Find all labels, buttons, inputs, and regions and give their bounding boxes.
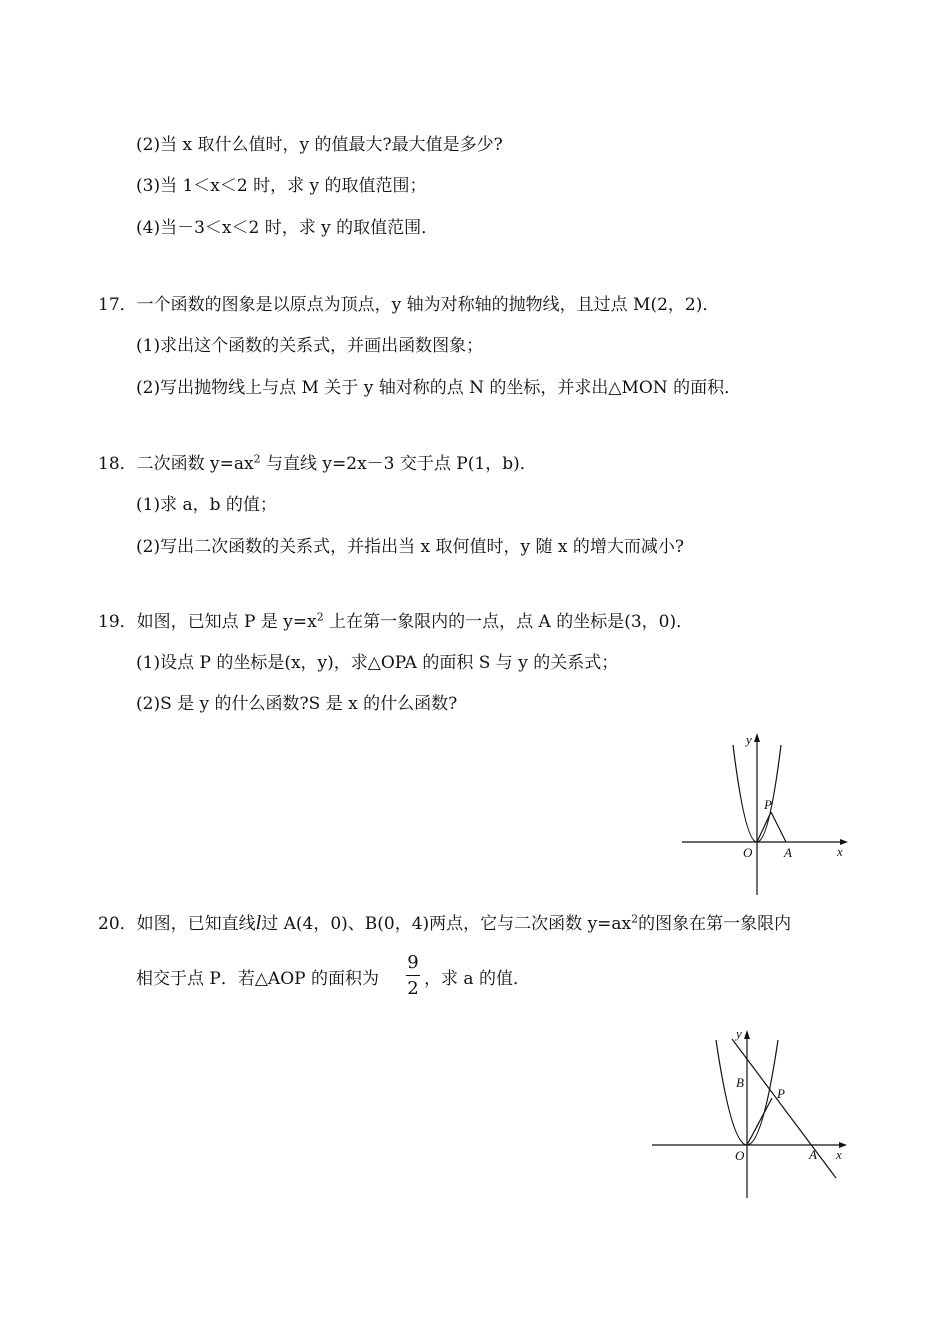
fraction-nine-halves (406, 952, 420, 999)
origin-label: O (743, 845, 753, 860)
q19-number: 19． (98, 612, 137, 632)
q18-stem (98, 452, 537, 476)
x-axis-label: x (837, 844, 843, 859)
y-axis-arrow (744, 1030, 750, 1039)
q20-line2-a: 相交于点 P．若△AOP 的面积为 (136, 969, 379, 989)
q20-text-c: 的图象在第一象限内 (638, 914, 792, 934)
origin-label: O (735, 1148, 745, 1163)
point-b-label: B (736, 1075, 744, 1090)
q18-text-b: 与直线 y=2x－3 交于点 P(1，b)． (260, 454, 537, 474)
q18-text-a: 二次函数 y=ax (136, 454, 254, 474)
q20-superscript: 2 (631, 912, 639, 926)
q18-part2: (2)写出二次函数的关系式，并指出当 x 取何值时，y 随 x 的增大而减小? (136, 537, 684, 557)
q17-text: 一个函数的图象是以原点为顶点，y 轴为对称轴的抛物线，且过点 M(2，2)． (136, 295, 720, 315)
q20-line-symbol: l (255, 912, 262, 934)
q19-text-b: 上在第一象限内的一点，点 A 的坐标是(3，0)． (323, 612, 694, 632)
q20-number: 20． (98, 914, 137, 934)
q16-part4: (4)当－3＜x＜2 时，求 y 的取值范围． (136, 218, 439, 238)
q18-superscript: 2 (253, 452, 261, 466)
q17-number: 17． (98, 295, 137, 315)
q17-part2: (2)写出抛物线上与点 M 关于 y 轴对称的点 N 的坐标，并求出△MON 的面积． (136, 378, 742, 398)
q18-number: 18． (98, 454, 137, 474)
q19-part2: (2)S 是 y 的什么函数?S 是 x 的什么函数? (136, 694, 458, 714)
q16-part3: (3)当 1＜x＜2 时，求 y 的取值范围； (136, 176, 427, 196)
q20-text-a: 如图，已知直线 (136, 914, 256, 934)
y-axis-label: y (736, 1026, 742, 1041)
q20-figure (650, 1025, 850, 1200)
q20-line2-b: ，求 a 的值． (424, 969, 530, 989)
point-a-label: A (809, 1147, 817, 1162)
fraction-bar (406, 975, 420, 976)
q19-part1: (1)设点 P 的坐标是(x，y)，求△OPA 的面积 S 与 y 的关系式； (136, 653, 619, 673)
segment-op (757, 812, 771, 842)
q16-part2: (2)当 x 取什么值时，y 的值最大?最大值是多少? (136, 135, 503, 155)
x-axis-label: x (836, 1147, 842, 1162)
q19-superscript: 2 (316, 610, 324, 624)
segment-pa (771, 812, 786, 842)
q19-text-a: 如图，已知点 P 是 y=x (136, 612, 317, 632)
q17-part1: (1)求出这个函数的关系式，并画出函数图象； (136, 336, 484, 356)
point-p-label: P (764, 797, 772, 812)
segment-op (747, 1098, 772, 1145)
q18-part1: (1)求 a，b 的值； (136, 495, 277, 515)
q19-figure (680, 730, 850, 898)
q20-stem (98, 911, 791, 936)
point-p-label: P (777, 1086, 785, 1101)
fraction-denominator: 2 (407, 978, 419, 999)
q17-stem (98, 293, 719, 317)
point-a-label: A (784, 845, 792, 860)
q20-text-b: 过 A(4，0)、B(0，4)两点，它与二次函数 y=ax (261, 914, 632, 934)
q19-stem (98, 610, 693, 634)
fraction-numerator: 9 (407, 952, 419, 973)
y-axis-arrow (754, 733, 760, 742)
y-axis-label: y (746, 732, 752, 747)
